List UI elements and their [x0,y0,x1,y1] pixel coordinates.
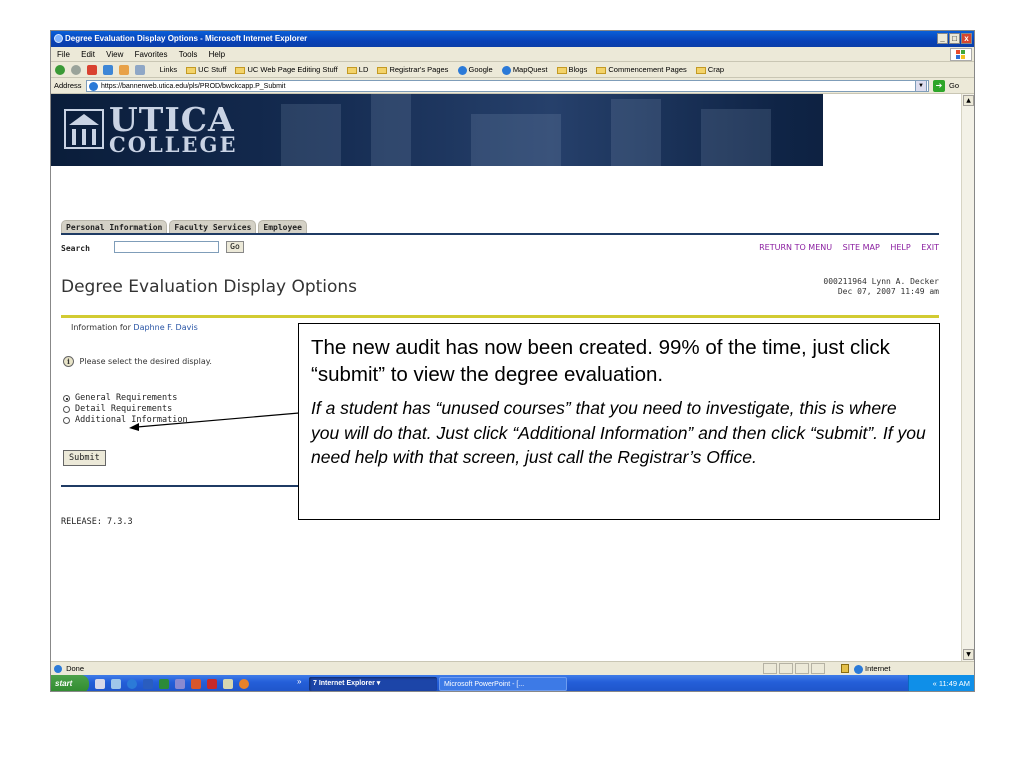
submit-button[interactable]: Submit [63,450,106,466]
refresh-icon[interactable] [103,65,113,75]
stop-icon[interactable] [87,65,97,75]
folder-icon [186,67,196,74]
search-go-button[interactable]: Go [226,241,244,253]
excel-icon[interactable] [159,679,169,689]
status-panels [763,663,825,674]
tab-employee[interactable]: Employee [258,220,307,233]
nav-tabs [61,220,307,233]
college-logo-icon [64,109,104,149]
address-url: https://bannerweb.utica.edu/pls/PROD/bwckcapp.P_Submit [101,83,286,90]
utica-college-banner [51,94,961,166]
folder-icon [235,67,245,74]
help-link[interactable]: HELP [890,243,911,252]
search-input[interactable] [114,241,219,253]
tab-faculty-services[interactable]: Faculty Services [169,220,256,233]
maximize-button[interactable]: □ [949,33,960,44]
banner-white-panel [823,94,961,166]
home-icon[interactable] [119,65,129,75]
ie-page-icon [458,66,467,75]
tab-divider [61,233,939,235]
system-tray: « 11:49 AM [908,675,974,692]
folder-icon [377,67,387,74]
link-registrars-pages[interactable]: Registrar's Pages [377,65,448,74]
page-title: Degree Evaluation Display Options [61,277,358,297]
logo-text-utica: UTICA [109,100,235,139]
menu-bar [51,47,974,62]
callout-main-text: The new audit has now been created. 99% of the time, just click “submit” to view the degree evaluation. [311,336,890,386]
radio-button[interactable] [63,417,70,424]
scroll-up-icon[interactable]: ▲ [963,95,974,106]
security-zone: Internet [854,662,890,675]
link-uc-web-page-editing[interactable]: UC Web Page Editing Stuff [235,65,337,74]
user-info [823,277,939,297]
taskbar-internet-explorer[interactable]: 7 Internet Explorer ▾ [309,677,437,691]
link-mapquest[interactable]: MapQuest [502,65,548,74]
ie-app-icon [54,34,63,43]
info-icon: i [63,356,74,367]
address-input[interactable] [86,80,929,92]
link-blogs[interactable]: Blogs [557,65,588,74]
instruction-line [63,356,212,367]
quicklaunch-icon[interactable] [95,679,105,689]
folder-icon [696,67,706,74]
menu-favorites[interactable]: Favorites [134,50,168,59]
minimize-button[interactable]: _ [937,33,948,44]
option-general-requirements[interactable]: General Requirements [63,393,188,404]
ie-page-icon [502,66,511,75]
quicklaunch-icon[interactable] [175,679,185,689]
media-icon[interactable] [135,65,145,75]
folder-icon [347,67,357,74]
instruction-text: Please select the desired display. [79,357,212,366]
forward-icon[interactable] [71,65,81,75]
powerpoint-icon[interactable] [191,679,201,689]
folder-icon [596,67,606,74]
quicklaunch-chevron-icon[interactable]: » [297,677,302,686]
folder-icon [557,67,567,74]
padlock-icon [841,664,849,673]
go-button-label[interactable]: Go [949,81,960,90]
acrobat-icon[interactable] [207,679,217,689]
notepad-icon[interactable] [223,679,233,689]
go-arrow-icon[interactable]: ➔ [933,80,945,92]
search-label: Search [61,244,90,253]
close-button[interactable]: x [961,33,972,44]
links-label: Links [159,65,178,74]
window-title: Degree Evaluation Display Options - Microsoft Internet Explorer [65,34,308,43]
title-bar [51,31,974,47]
status-done: Done [54,662,84,675]
top-links [751,243,939,252]
option-detail-requirements[interactable]: Detail Requirements [63,404,188,415]
word-icon[interactable] [143,679,153,689]
menu-view[interactable]: View [106,50,124,59]
radio-button[interactable] [63,406,70,413]
link-google[interactable]: Google [458,65,493,74]
firefox-icon[interactable] [239,679,249,689]
radio-button[interactable] [63,395,70,402]
ie-page-icon [89,82,98,91]
back-icon[interactable] [55,65,65,75]
option-additional-information[interactable]: Additional Information [63,415,188,426]
windows-taskbar [51,675,974,692]
callout-arrow [125,410,305,435]
menu-file[interactable]: File [57,50,70,59]
information-for [71,323,198,332]
quicklaunch-icon[interactable] [127,679,137,689]
exit-link[interactable]: EXIT [921,243,939,252]
scroll-down-icon[interactable]: ▼ [963,649,974,660]
taskbar-powerpoint[interactable]: Microsoft PowerPoint - [... [439,677,567,691]
logo-text-college: COLLEGE [109,132,238,157]
release-label: RELEASE: 7.3.3 [61,517,133,527]
link-crap[interactable]: Crap [696,65,724,74]
return-to-menu-link[interactable]: RETURN TO MENU [759,243,833,252]
address-bar [51,78,974,94]
vertical-scrollbar[interactable] [961,94,975,661]
callout-sub-text: If a student has “unused courses” that you need to investigate, this is where you will do that. Just click “Additional Information” and then click “submit”. If you need help with that screen, just call the Registrar’s Office. [311,398,926,467]
globe-icon [854,665,863,674]
student-name-link[interactable]: Daphne F. Davis [133,323,198,332]
address-label: Address [54,81,82,90]
site-map-link[interactable]: SITE MAP [842,243,880,252]
annotation-callout [298,323,940,520]
menu-tools[interactable]: Tools [178,50,198,59]
start-button[interactable]: start [51,675,89,692]
menu-help[interactable]: Help [208,50,226,59]
information-for-label: Information for [71,323,131,332]
toolbar [51,62,974,78]
user-id-name: 000211964 Lynn A. Decker [823,277,939,286]
link-ld[interactable]: LD [347,65,369,74]
link-uc-stuff[interactable]: UC Stuff [186,65,226,74]
menu-edit[interactable]: Edit [81,50,95,59]
ie-page-icon [54,665,62,673]
clock: 11:49 AM [938,679,970,688]
user-datetime: Dec 07, 2007 11:49 am [837,287,939,296]
link-commencement-pages[interactable]: Commencement Pages [596,65,686,74]
address-dropdown-icon[interactable]: ▼ [915,80,927,92]
title-divider [61,315,939,318]
windows-logo-icon [950,48,972,61]
status-bar [51,661,974,675]
quicklaunch-icon[interactable] [111,679,121,689]
tab-personal-information[interactable]: Personal Information [61,220,167,233]
